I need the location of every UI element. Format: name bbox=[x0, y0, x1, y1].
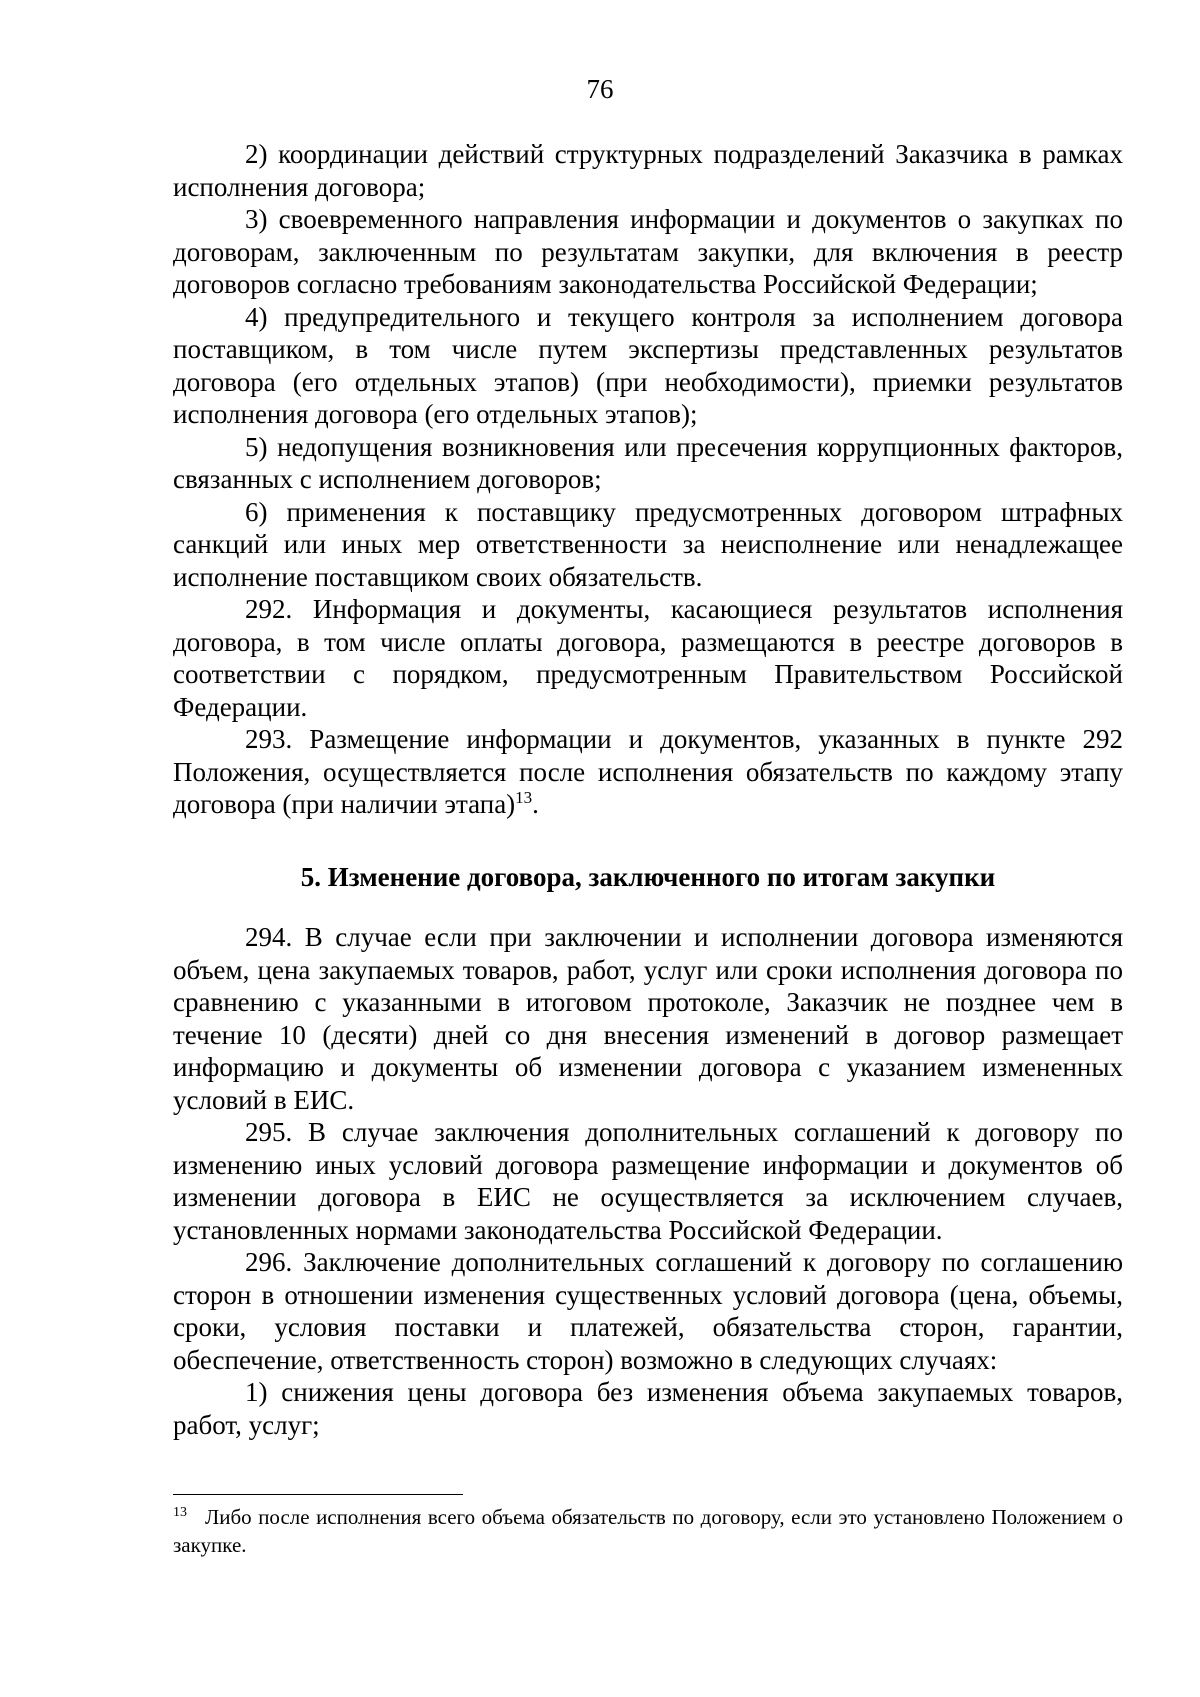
paragraph-292: 292. Информация и документы, касающиеся результатов исполнения договора, в том числе оплаты договора, размещаются в реестре договоров в соответствии с порядком, предусмотренным Правительством Российской Федерации. bbox=[173, 594, 1123, 722]
paragraph-295: 295. В случае заключения дополнительных соглашений к договору по изменению иных условий договора размещение информации и документов об изменении договора в ЕИС не осуществляется за исключением случаев, установленных нормами законодательства Российской Федерации. bbox=[173, 1117, 1123, 1245]
paragraph-item-5: 5) недопущения возникновения или пресечения коррупционных факторов, связанных с исполнением договоров; bbox=[173, 431, 1123, 494]
footnote bbox=[173, 1503, 1123, 1559]
footnote-reference[interactable]: 13 bbox=[515, 788, 533, 807]
paragraph-293-end: . bbox=[532, 789, 539, 819]
page-number: 76 bbox=[586, 74, 614, 104]
paragraph-item-4: 4) предупредительного и текущего контроля за исполнением договора поставщиком, в том числе путем экспертизы представленных результатов договора (его отдельных этапов) (при необходимости), приемки результатов исполнения договора (его отдельных этапов); bbox=[173, 301, 1123, 429]
paragraph-296-item-1: 1) снижения цены договора без изменения объема закупаемых товаров, работ, услуг; bbox=[173, 1377, 1123, 1440]
footnote-divider bbox=[173, 1494, 463, 1495]
paragraph-293 bbox=[173, 723, 1123, 821]
footnote-text: Либо после исполнения всего объема обязательств по договору, если это установлено Положением о закупке. bbox=[173, 1505, 1123, 1557]
paragraph-item-6: 6) применения к поставщику предусмотренных договором штрафных санкций или иных мер ответственности за неисполнение или ненадлежащее исполнение поставщиком своих обязательств. bbox=[173, 496, 1123, 592]
section-heading: 5. Изменение договора, заключенного по итогам закупки bbox=[300, 862, 996, 892]
paragraph-294: 294. В случае если при заключении и исполнении договора изменяются объем, цена закупаемых товаров, работ, услуг или сроки исполнения договора по сравнению с указанными в итоговом протоколе, Заказчик не позднее чем в течение 10 (десяти) дней со дня внесения изменений в договор размещает информацию и документы об изменении договора с указанием измененных условий в ЕИС. bbox=[173, 922, 1123, 1115]
paragraph-item-2: 2) координации действий структурных подразделений Заказчика в рамках исполнения договора; bbox=[173, 139, 1123, 202]
body-text-top bbox=[173, 138, 1123, 821]
paragraph-item-3: 3) своевременного направления информации и документов о закупках по договорам, заключенным по результатам закупки, для включения в реестр договоров согласно требованиям законодательства Российской Федерации; bbox=[173, 204, 1123, 299]
body-text-bottom bbox=[173, 921, 1123, 1441]
footnote-number: 13 bbox=[173, 1505, 187, 1520]
paragraph-293-text: 293. Размещение информации и документов, указанных в пункте 292 Положения, осуществляется после исполнения обязательств по каждому этапу договора (при наличии этапа) bbox=[173, 724, 1123, 819]
paragraph-296: 296. Заключение дополнительных соглашений к договору по соглашению сторон в отношении изменения существенных условий договора (цена, объемы, сроки, условия поставки и платежей, обязательства сторон, гарантии, обеспечение, ответственность сторон) возможно в следующих случаях: bbox=[173, 1247, 1123, 1375]
